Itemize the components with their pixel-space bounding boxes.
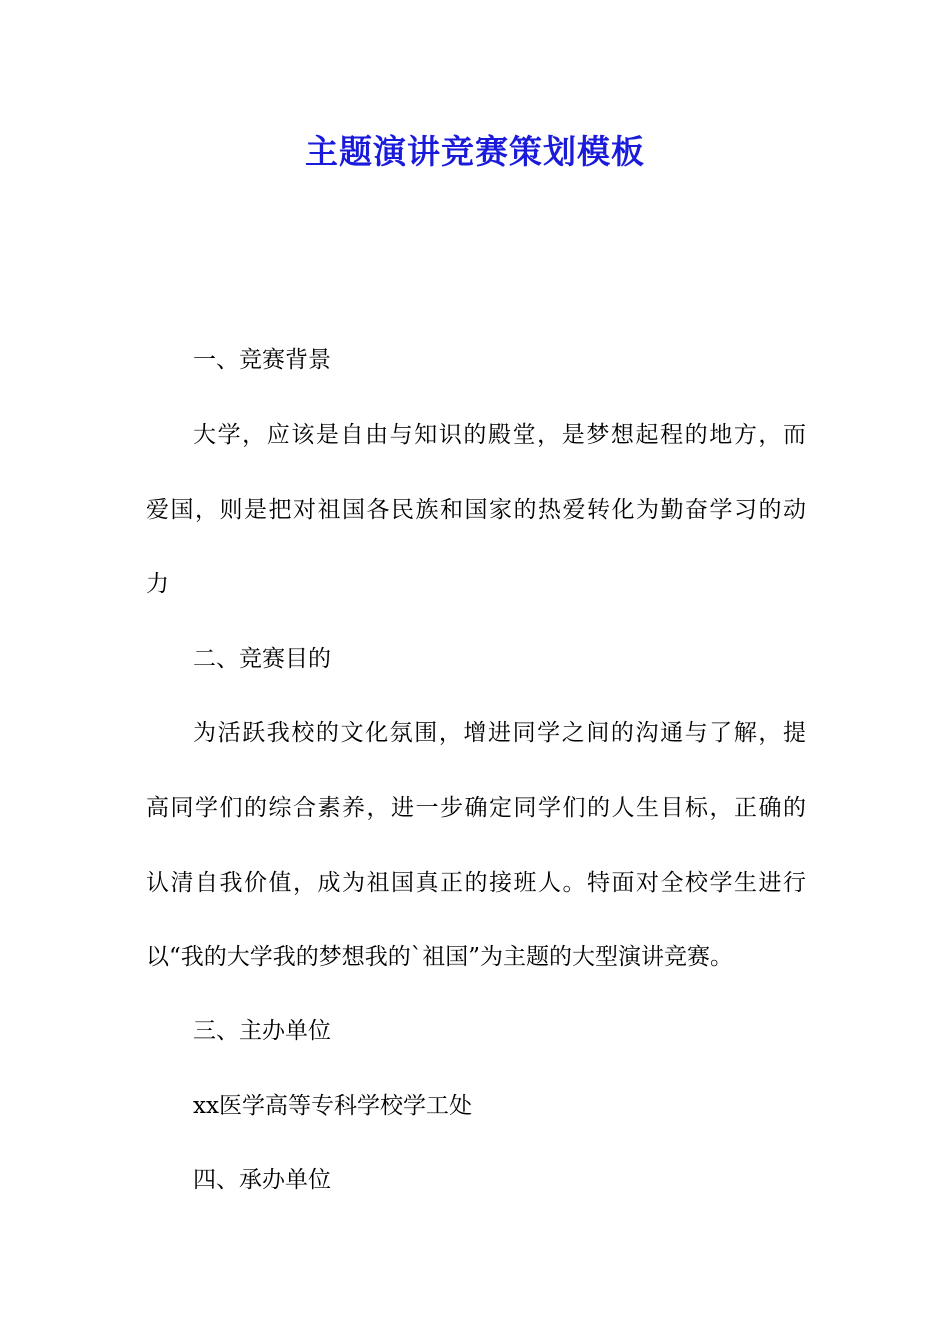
paragraph-line: 高同学们的综合素养，进一步确定同学们的人生目标，正确的 [146,795,806,821]
paragraph-line: 认清自我价值，成为祖国真正的接班人。特面对全校学生进行 [146,870,806,896]
paragraph-line: 大学，应该是自由与知识的殿堂，是梦想起程的地方，而 [193,422,806,448]
document-title: 主题演讲竞赛策划模板 [305,132,645,171]
section-heading-co-organizer: 四、承办单位 [193,1167,331,1193]
section-heading-organizer: 三、主办单位 [193,1018,331,1044]
section-heading-purpose: 二、竞赛目的 [193,646,331,672]
section-heading-background: 一、竞赛背景 [193,347,331,373]
organizer-name: xx医学高等专科学校学工处 [193,1093,472,1119]
paragraph-line: 爱国，则是把对祖国各民族和国家的热爱转化为勤奋学习的动 [146,497,806,523]
paragraph-line: 力 [146,571,169,597]
paragraph-line: 为活跃我校的文化氛围，增进同学之间的沟通与了解，提 [193,720,806,746]
paragraph-line: 以“我的大学我的梦想我的`祖国”为主题的大型演讲竞赛。 [146,944,734,970]
